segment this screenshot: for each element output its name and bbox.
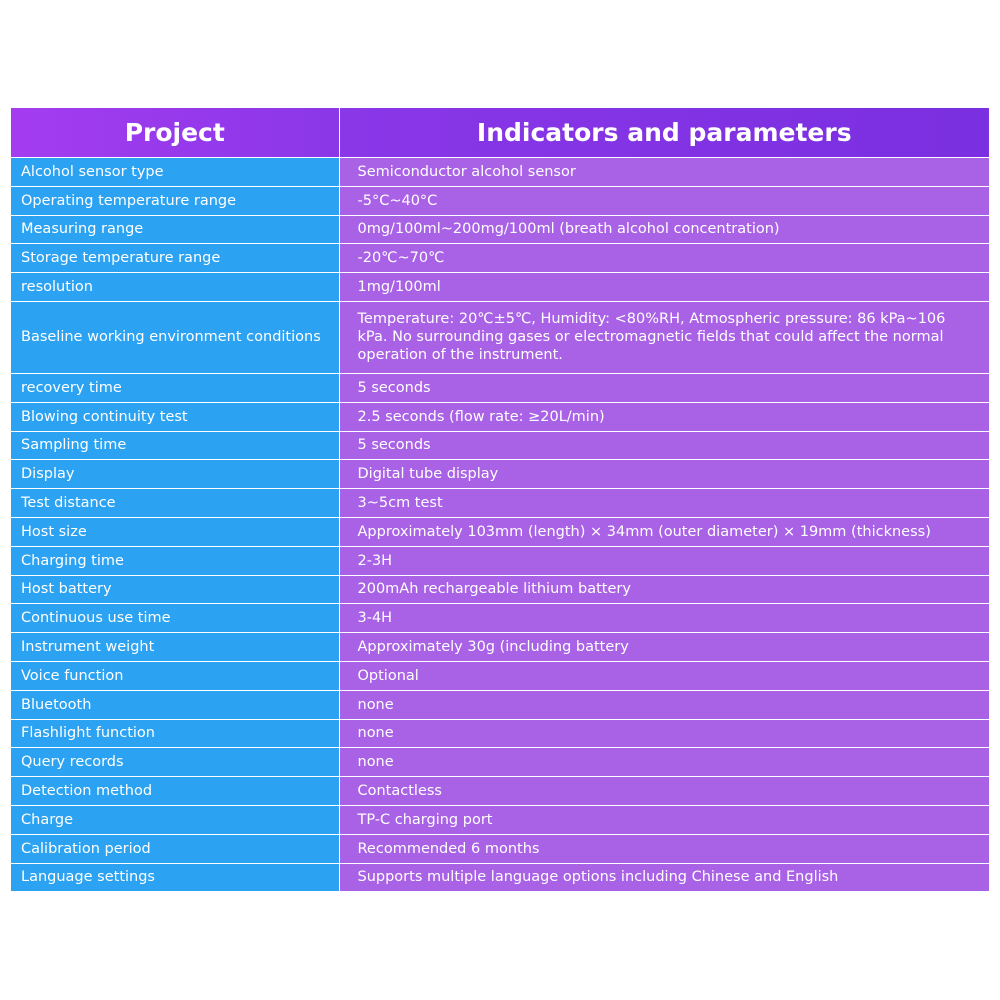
row-project-cell: Display: [11, 460, 339, 489]
row-project-cell: Storage temperature range: [11, 244, 339, 273]
table-row: [11, 244, 989, 273]
row-project-cell: Charging time: [11, 546, 339, 575]
row-project-cell: Sampling time: [11, 431, 339, 460]
row-project-cell: Charge: [11, 805, 339, 834]
row-project-cell: recovery time: [11, 373, 339, 402]
row-value-cell: 0mg/100ml~200mg/100ml (breath alcohol concentration): [339, 215, 989, 244]
row-value-cell: 200mAh rechargeable lithium battery: [339, 575, 989, 604]
table-header-row: [11, 108, 989, 158]
row-value-cell: Recommended 6 months: [339, 834, 989, 863]
table-row: [11, 460, 989, 489]
table-row: [11, 158, 989, 187]
row-project-cell: Query records: [11, 748, 339, 777]
row-value-cell: 5 seconds: [339, 373, 989, 402]
row-value-cell: 3~5cm test: [339, 489, 989, 518]
row-value-cell: 2-3H: [339, 546, 989, 575]
row-project-cell: Continuous use time: [11, 604, 339, 633]
row-value-cell: none: [339, 748, 989, 777]
table-row: [11, 517, 989, 546]
row-value-cell: -5°C~40°C: [339, 186, 989, 215]
row-value-cell: Semiconductor alcohol sensor: [339, 158, 989, 187]
row-project-cell: resolution: [11, 273, 339, 302]
table-row: [11, 186, 989, 215]
row-value-cell: 5 seconds: [339, 431, 989, 460]
row-project-cell: Flashlight function: [11, 719, 339, 748]
row-value-cell: Digital tube display: [339, 460, 989, 489]
row-value-cell: TP-C charging port: [339, 805, 989, 834]
table-row: [11, 805, 989, 834]
row-project-cell: Voice function: [11, 661, 339, 690]
spec-table: [11, 108, 989, 892]
row-project-cell: Blowing continuity test: [11, 402, 339, 431]
row-value-cell: Contactless: [339, 777, 989, 806]
table-row: [11, 777, 989, 806]
row-project-cell: Calibration period: [11, 834, 339, 863]
table-row: [11, 373, 989, 402]
row-value-cell: none: [339, 690, 989, 719]
table-row: [11, 719, 989, 748]
table-row: [11, 748, 989, 777]
table-row: [11, 604, 989, 633]
row-value-cell: 3-4H: [339, 604, 989, 633]
table-row: [11, 834, 989, 863]
row-project-cell: Alcohol sensor type: [11, 158, 339, 187]
table-row: [11, 661, 989, 690]
row-value-cell: Approximately 103mm (length) × 34mm (outer diameter) × 19mm (thickness): [339, 517, 989, 546]
table-row: [11, 402, 989, 431]
row-value-cell: 1mg/100ml: [339, 273, 989, 302]
row-value-cell: Approximately 30g (including battery: [339, 633, 989, 662]
table-row: [11, 273, 989, 302]
table-row: [11, 301, 989, 373]
row-project-cell: Test distance: [11, 489, 339, 518]
table-row: [11, 690, 989, 719]
header-indicators: Indicators and parameters: [339, 108, 989, 158]
row-value-cell: -20℃~70℃: [339, 244, 989, 273]
row-project-cell: Instrument weight: [11, 633, 339, 662]
row-value-cell: Optional: [339, 661, 989, 690]
table-row: [11, 633, 989, 662]
row-project-cell: Baseline working environment conditions: [11, 301, 339, 373]
row-value-cell: 2.5 seconds (flow rate: ≥20L/min): [339, 402, 989, 431]
row-value-cell: Temperature: 20℃±5℃, Humidity: <80%RH, Atmospheric pressure: 86 kPa~106 kPa. No surrounding gases or electromagnetic fields that could affect the normal operation of the instrument.: [339, 301, 989, 373]
table-row: [11, 431, 989, 460]
header-project: Project: [11, 108, 339, 158]
row-value-cell: none: [339, 719, 989, 748]
row-project-cell: Host size: [11, 517, 339, 546]
table-row: [11, 215, 989, 244]
row-project-cell: Language settings: [11, 863, 339, 892]
table-row: [11, 863, 989, 892]
table-row: [11, 546, 989, 575]
table-row: [11, 489, 989, 518]
table-row: [11, 575, 989, 604]
row-project-cell: Measuring range: [11, 215, 339, 244]
row-project-cell: Detection method: [11, 777, 339, 806]
row-project-cell: Operating temperature range: [11, 186, 339, 215]
row-project-cell: Host battery: [11, 575, 339, 604]
row-value-cell: Supports multiple language options including Chinese and English: [339, 863, 989, 892]
row-project-cell: Bluetooth: [11, 690, 339, 719]
